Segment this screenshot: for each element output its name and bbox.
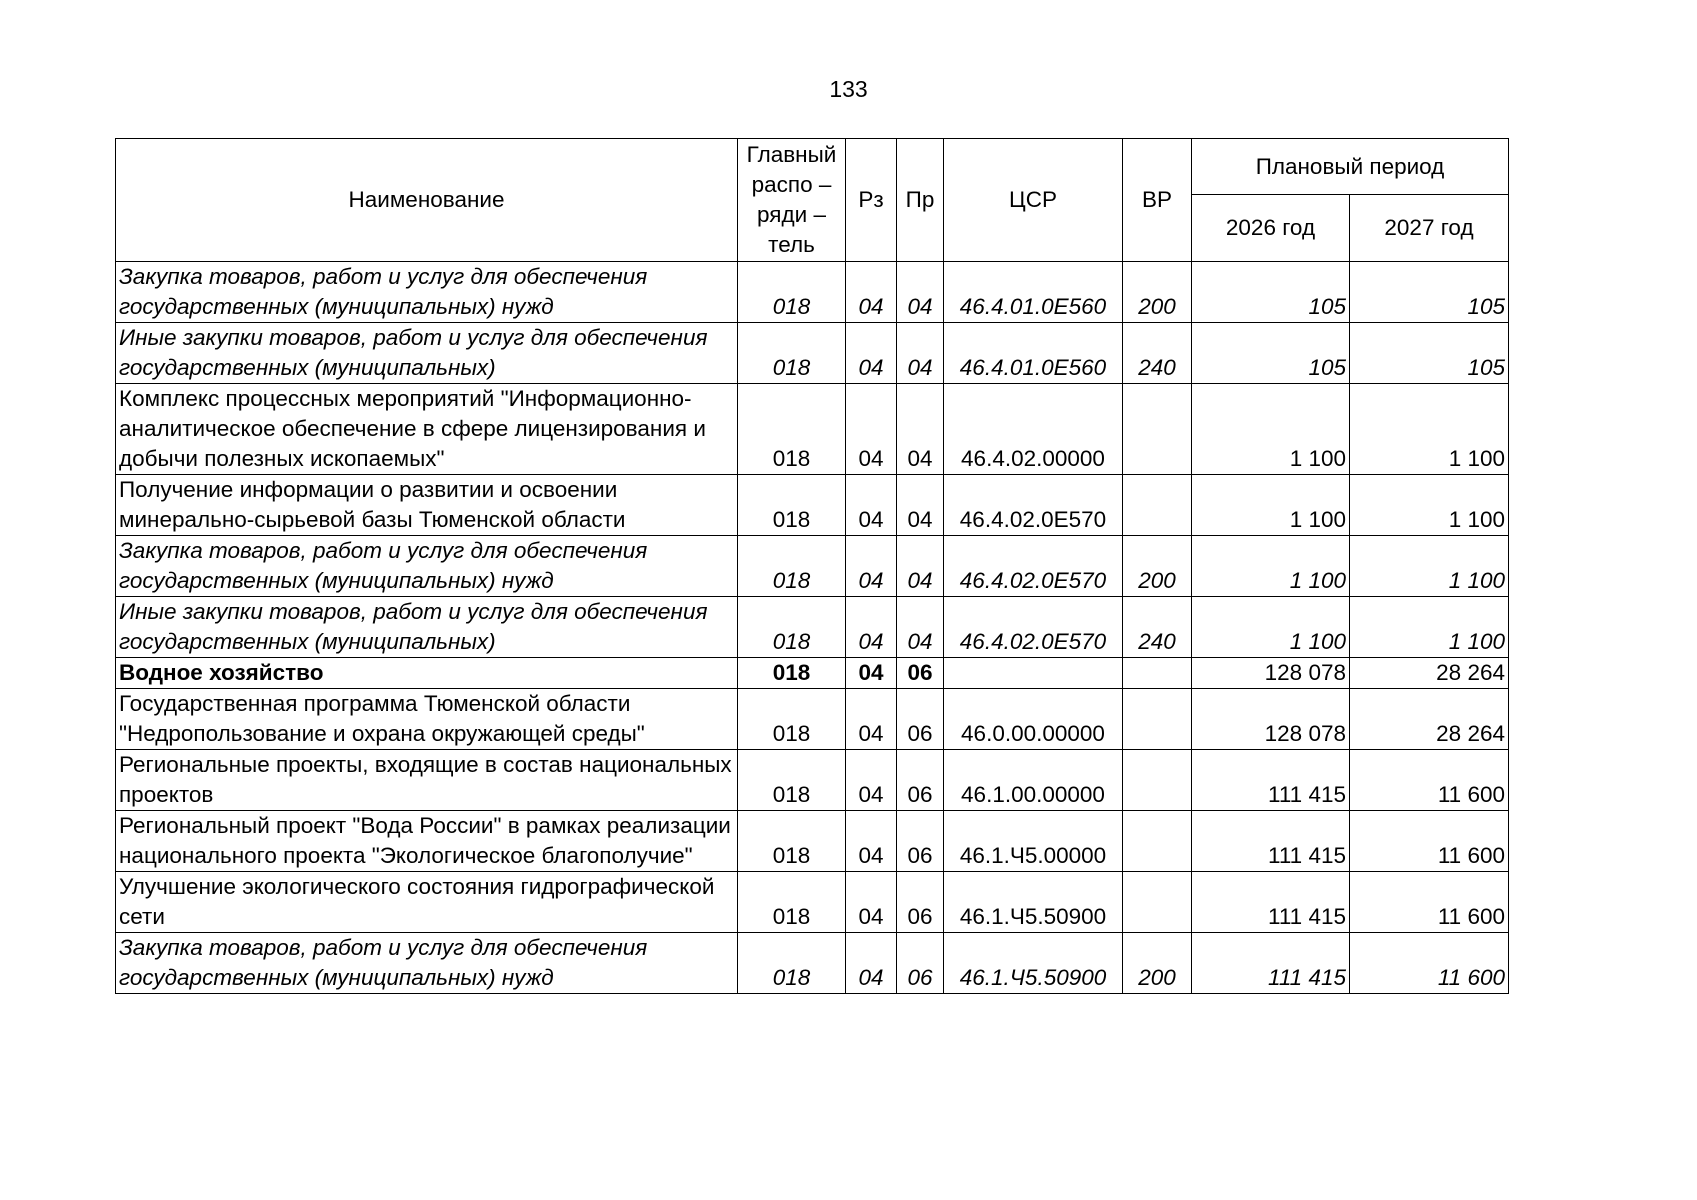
row-vr (1123, 658, 1192, 689)
row-csr: 46.1.00.00000 (944, 750, 1123, 811)
row-pr: 06 (897, 811, 944, 872)
row-chief-admin: 018 (738, 475, 846, 536)
row-amount-2026: 1 100 (1192, 475, 1350, 536)
row-pr: 06 (897, 658, 944, 689)
header-year-2027: 2027 год (1350, 195, 1509, 262)
row-chief-admin: 018 (738, 689, 846, 750)
row-amount-2027: 1 100 (1350, 384, 1509, 475)
row-amount-2027: 1 100 (1350, 536, 1509, 597)
row-rz: 04 (846, 872, 897, 933)
row-pr: 04 (897, 262, 944, 323)
row-csr (944, 658, 1123, 689)
header-chief-admin: Главный распо – ряди – тель (738, 139, 846, 262)
row-vr: 200 (1123, 536, 1192, 597)
row-amount-2026: 111 415 (1192, 933, 1350, 994)
row-vr (1123, 750, 1192, 811)
table-row (116, 597, 1509, 658)
row-chief-admin: 018 (738, 597, 846, 658)
row-amount-2026: 1 100 (1192, 536, 1350, 597)
header-pr: Пр (897, 139, 944, 262)
row-vr: 200 (1123, 262, 1192, 323)
row-chief-admin: 018 (738, 811, 846, 872)
table-row (116, 475, 1509, 536)
row-name: Улучшение экологического состояния гидрографической сети (116, 872, 738, 933)
table-row (116, 536, 1509, 597)
table-row (116, 384, 1509, 475)
row-amount-2027: 11 600 (1350, 811, 1509, 872)
row-vr: 240 (1123, 597, 1192, 658)
row-name: Получение информации о развитии и освоении минерально-сырьевой базы Тюменской области (116, 475, 738, 536)
row-amount-2026: 105 (1192, 262, 1350, 323)
row-pr: 04 (897, 536, 944, 597)
row-name: Региональный проект "Вода России" в рамках реализации национального проекта "Экологическое благополучие" (116, 811, 738, 872)
row-chief-admin: 018 (738, 262, 846, 323)
table-row (116, 262, 1509, 323)
row-csr: 46.1.Ч5.00000 (944, 811, 1123, 872)
row-amount-2026: 111 415 (1192, 750, 1350, 811)
row-rz: 04 (846, 323, 897, 384)
row-chief-admin: 018 (738, 750, 846, 811)
row-rz: 04 (846, 384, 897, 475)
row-name: Иные закупки товаров, работ и услуг для обеспечения государственных (муниципальных) (116, 597, 738, 658)
table-header (116, 139, 1509, 262)
header-rz: Рз (846, 139, 897, 262)
row-amount-2027: 28 264 (1350, 658, 1509, 689)
row-chief-admin: 018 (738, 933, 846, 994)
header-year-2026: 2026 год (1192, 195, 1350, 262)
row-csr: 46.4.01.0Е560 (944, 262, 1123, 323)
row-amount-2027: 11 600 (1350, 933, 1509, 994)
row-amount-2027: 11 600 (1350, 872, 1509, 933)
row-chief-admin: 018 (738, 323, 846, 384)
row-amount-2027: 28 264 (1350, 689, 1509, 750)
row-vr (1123, 811, 1192, 872)
table-row (116, 750, 1509, 811)
header-vr: ВР (1123, 139, 1192, 262)
budget-table (115, 138, 1509, 994)
row-amount-2027: 11 600 (1350, 750, 1509, 811)
row-chief-admin: 018 (738, 872, 846, 933)
row-pr: 04 (897, 384, 944, 475)
row-chief-admin: 018 (738, 658, 846, 689)
row-pr: 04 (897, 475, 944, 536)
row-name: Закупка товаров, работ и услуг для обеспечения государственных (муниципальных) нужд (116, 536, 738, 597)
row-vr (1123, 384, 1192, 475)
row-vr: 200 (1123, 933, 1192, 994)
table-row (116, 933, 1509, 994)
row-amount-2026: 1 100 (1192, 384, 1350, 475)
row-pr: 04 (897, 597, 944, 658)
row-pr: 04 (897, 323, 944, 384)
row-vr (1123, 689, 1192, 750)
row-rz: 04 (846, 811, 897, 872)
row-rz: 04 (846, 933, 897, 994)
row-name: Региональные проекты, входящие в состав национальных проектов (116, 750, 738, 811)
row-name: Закупка товаров, работ и услуг для обеспечения государственных (муниципальных) нужд (116, 262, 738, 323)
table-row (116, 872, 1509, 933)
row-csr: 46.1.Ч5.50900 (944, 872, 1123, 933)
table-row (116, 811, 1509, 872)
row-amount-2026: 111 415 (1192, 872, 1350, 933)
row-pr: 06 (897, 750, 944, 811)
row-amount-2026: 128 078 (1192, 689, 1350, 750)
row-csr: 46.4.01.0Е560 (944, 323, 1123, 384)
row-csr: 46.0.00.00000 (944, 689, 1123, 750)
row-rz: 04 (846, 689, 897, 750)
row-chief-admin: 018 (738, 384, 846, 475)
row-name: Государственная программа Тюменской области "Недропользование и охрана окружающей среды" (116, 689, 738, 750)
row-amount-2027: 105 (1350, 262, 1509, 323)
row-csr: 46.1.Ч5.50900 (944, 933, 1123, 994)
row-csr: 46.4.02.00000 (944, 384, 1123, 475)
row-pr: 06 (897, 689, 944, 750)
row-name: Иные закупки товаров, работ и услуг для обеспечения государственных (муниципальных) (116, 323, 738, 384)
row-rz: 04 (846, 597, 897, 658)
row-vr (1123, 475, 1192, 536)
table-row (116, 658, 1509, 689)
header-name: Наименование (116, 139, 738, 262)
row-amount-2026: 1 100 (1192, 597, 1350, 658)
table-row (116, 323, 1509, 384)
row-amount-2027: 1 100 (1350, 597, 1509, 658)
row-csr: 46.4.02.0Е570 (944, 536, 1123, 597)
header-plan-period: Плановый период (1192, 139, 1509, 195)
row-name: Водное хозяйство (116, 658, 738, 689)
row-name: Комплекс процессных мероприятий "Информационно-аналитическое обеспечение в сфере лицензирования и добычи полезных ископаемых" (116, 384, 738, 475)
row-amount-2026: 128 078 (1192, 658, 1350, 689)
row-pr: 06 (897, 872, 944, 933)
row-rz: 04 (846, 475, 897, 536)
table-body (116, 262, 1509, 994)
page-number: 133 (829, 76, 868, 102)
row-csr: 46.4.02.0Е570 (944, 597, 1123, 658)
row-vr (1123, 872, 1192, 933)
row-pr: 06 (897, 933, 944, 994)
row-rz: 04 (846, 750, 897, 811)
row-vr: 240 (1123, 323, 1192, 384)
row-csr: 46.4.02.0Е570 (944, 475, 1123, 536)
row-chief-admin: 018 (738, 536, 846, 597)
row-name: Закупка товаров, работ и услуг для обеспечения государственных (муниципальных) нужд (116, 933, 738, 994)
header-csr: ЦСР (944, 139, 1123, 262)
row-rz: 04 (846, 658, 897, 689)
table-row (116, 689, 1509, 750)
row-amount-2026: 111 415 (1192, 811, 1350, 872)
row-amount-2027: 105 (1350, 323, 1509, 384)
row-rz: 04 (846, 536, 897, 597)
row-rz: 04 (846, 262, 897, 323)
row-amount-2027: 1 100 (1350, 475, 1509, 536)
row-amount-2026: 105 (1192, 323, 1350, 384)
